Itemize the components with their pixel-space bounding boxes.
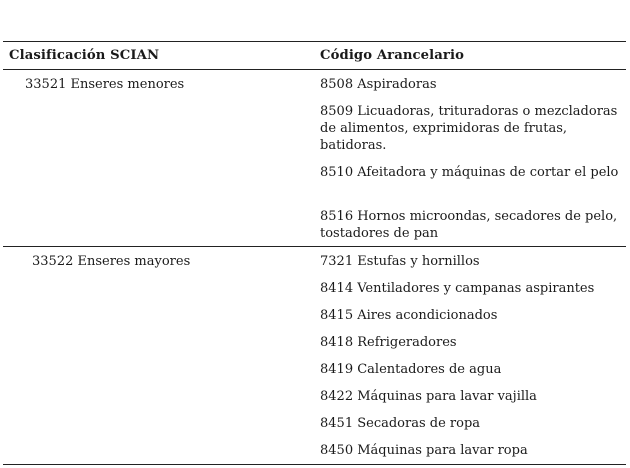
tariff-code-item: 8451 Secadoras de ropa — [320, 416, 481, 431]
tariff-code-item: 8508 Aspiradoras — [320, 77, 437, 92]
header-classification: Clasificación SCIAN — [9, 48, 160, 63]
tariff-code-item: 8422 Máquinas para lavar vajilla — [320, 389, 537, 404]
tariff-code-item: 8418 Refrigeradores — [320, 335, 457, 350]
category-label: 33521 Enseres menores — [25, 77, 185, 92]
table-bottom-rule — [3, 464, 626, 465]
header-bottom-rule — [3, 69, 626, 70]
category-label: 33522 Enseres mayores — [32, 254, 191, 269]
tariff-code-item: 8415 Aires acondicionados — [320, 308, 498, 323]
tariff-code-item: 8419 Calentadores de agua — [320, 362, 502, 377]
header-tariff-code: Código Arancelario — [320, 48, 464, 63]
tariff-code-item: 7321 Estufas y hornillos — [320, 254, 480, 269]
tariff-code-item: 8510 Afeitadora y máquinas de cortar el pelo — [320, 165, 619, 180]
tariff-code-item: 8414 Ventiladores y campanas aspirantes — [320, 281, 595, 296]
tariff-code-item: 8509 Licuadoras, trituradoras o mezcladoras de alimentos, exprimidoras de frutas, batidoras. — [320, 104, 618, 153]
table-top-rule — [3, 41, 626, 42]
group-divider-rule — [3, 246, 626, 247]
tariff-code-item: 8450 Máquinas para lavar ropa — [320, 443, 528, 458]
tariff-code-item: 8516 Hornos microondas, secadores de pelo, tostadores de pan — [320, 209, 618, 241]
